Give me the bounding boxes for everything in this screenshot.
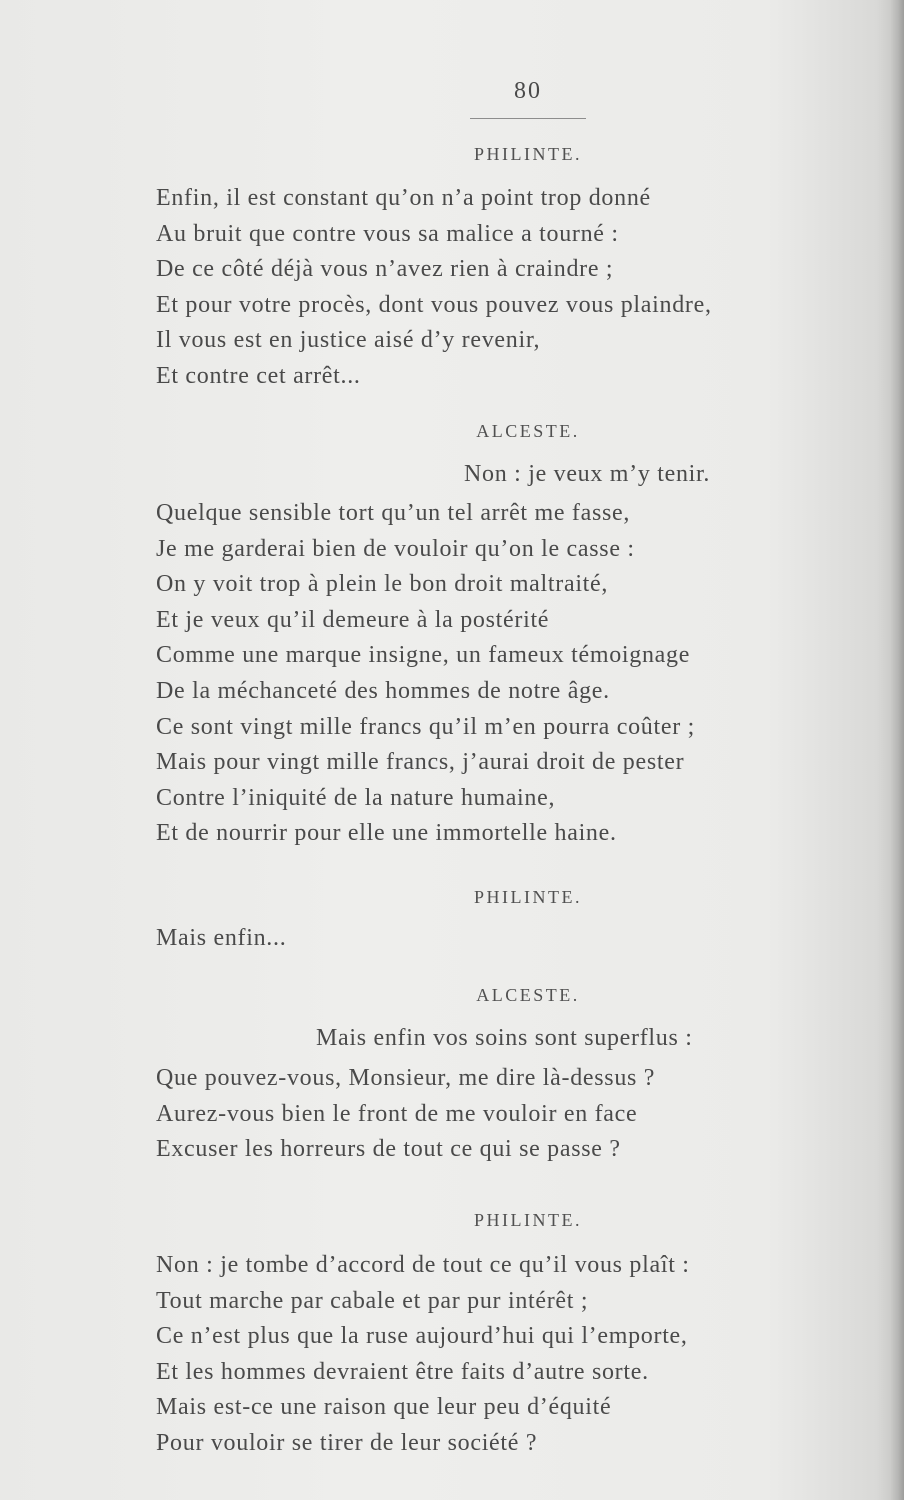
verse-line: Excuser les horreurs de tout ce qui se passe ? [156, 1136, 621, 1163]
verse-line: Comme une marque insigne, un fameux témoignage [156, 642, 691, 669]
verse-line: Il vous est en justice aisé d’y revenir, [156, 327, 541, 354]
verse-line: Au bruit que contre vous sa malice a tourné : [156, 220, 619, 247]
verse-line: Aurez-vous bien le front de me vouloir en face [156, 1100, 638, 1127]
page-number: 80 [514, 78, 542, 104]
verse-line: Ce n’est plus que la ruse aujourd’hui qui l’emporte, [156, 1323, 688, 1350]
verse-line: Et je veux qu’il demeure à la postérité [156, 606, 550, 633]
speaker-heading: ALCESTE. [476, 421, 580, 441]
verse-line: Et les hommes devraient être faits d’autre sorte. [156, 1358, 649, 1385]
verse-line: Que pouvez-vous, Monsieur, me dire là-dessus ? [156, 1065, 656, 1091]
verse-line: Mais enfin... [156, 925, 287, 951]
page-edge-shadow [890, 0, 904, 1500]
verse-line: Et de nourrir pour elle une immortelle haine. [156, 820, 617, 847]
verse-line-indented: Mais enfin vos soins sont superflus : [316, 1025, 693, 1051]
verse-block [156, 496, 695, 852]
verse-block [156, 181, 712, 395]
verse-line: Mais pour vingt mille francs, j’aurai droit de pester [156, 749, 685, 776]
verse-line: Mais est-ce une raison que leur peu d’équité [156, 1394, 612, 1421]
verse-line: Non : je tombe d’accord de tout ce qu’il vous plaît : [156, 1252, 690, 1278]
speaker-heading: PHILINTE. [474, 144, 582, 164]
verse-block [156, 1248, 690, 1462]
verse-line: Pour vouloir se tirer de leur société ? [156, 1429, 538, 1456]
verse-line: Tout marche par cabale et par pur intérêt ; [156, 1287, 589, 1314]
verse-line: On y voit trop à plein le bon droit maltraité, [156, 571, 609, 598]
verse-line: Et contre cet arrêt... [156, 362, 361, 389]
verse-line: Enfin, il est constant qu’on n’a point trop donné [156, 185, 651, 211]
verse-line: Je me garderai bien de vouloir qu’on le casse : [156, 535, 635, 562]
verse-line: De la méchanceté des hommes de notre âge. [156, 677, 610, 704]
page-number-rule [470, 118, 586, 119]
verse-line: Quelque sensible tort qu’un tel arrêt me fasse, [156, 500, 631, 526]
speaker-heading: PHILINTE. [474, 1210, 582, 1230]
verse-line: Ce sont vingt mille francs qu’il m’en pourra coûter ; [156, 713, 695, 740]
speaker-heading: ALCESTE. [476, 985, 580, 1005]
speaker-heading: PHILINTE. [474, 887, 582, 907]
verse-line-indented: Non : je veux m’y tenir. [464, 461, 711, 487]
verse-line: Contre l’iniquité de la nature humaine, [156, 784, 556, 811]
verse-line: Et pour votre procès, dont vous pouvez vous plaindre, [156, 291, 712, 318]
verse-line: De ce côté déjà vous n’avez rien à craindre ; [156, 256, 614, 283]
verse-block [156, 1061, 655, 1168]
verse-block [156, 921, 286, 957]
